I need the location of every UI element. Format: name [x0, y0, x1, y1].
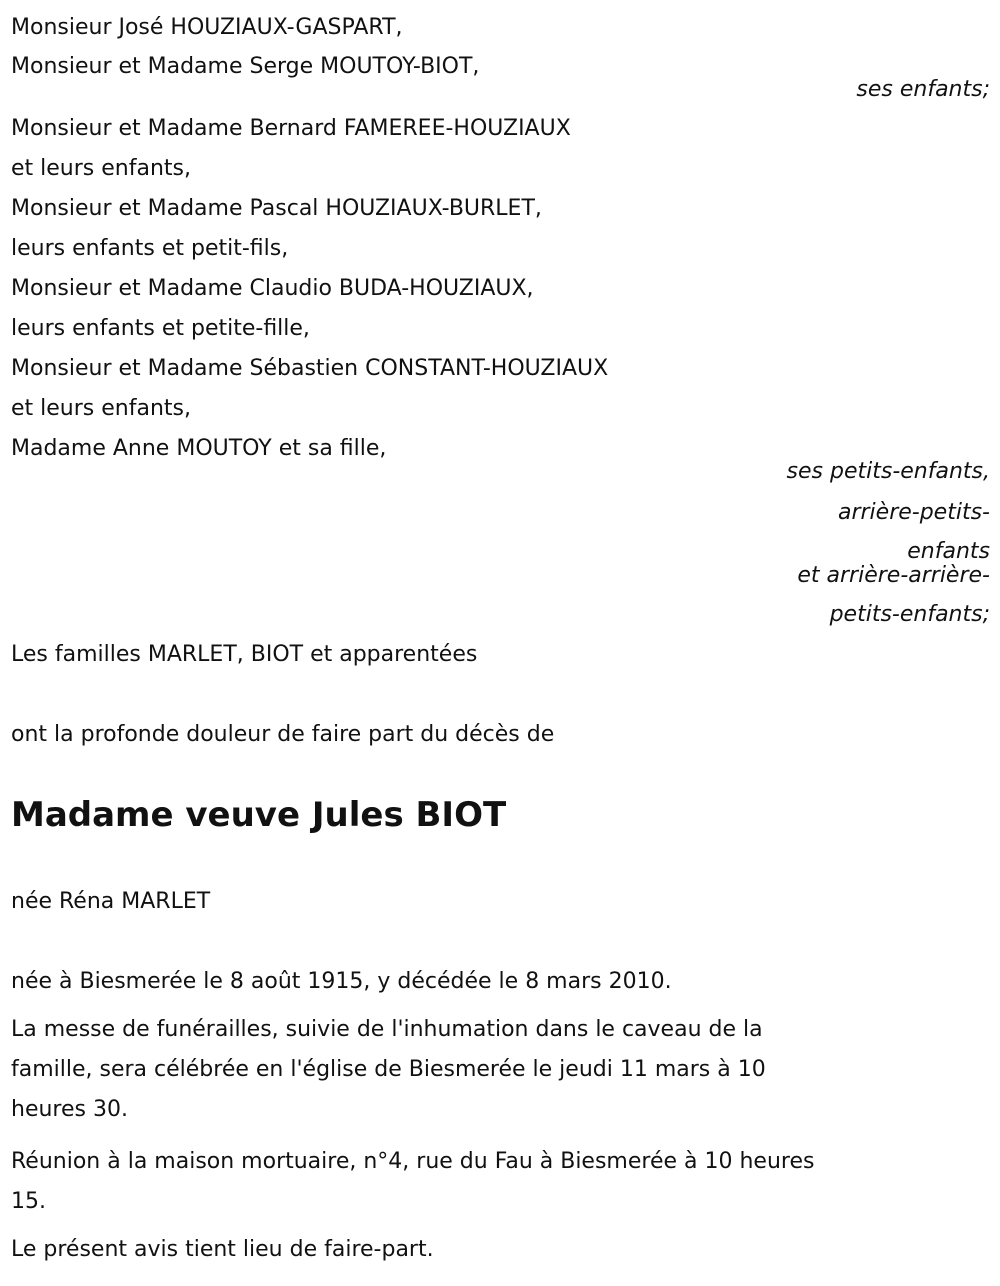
relation-label: ses enfants;: [856, 77, 990, 102]
deceased-name: Madame veuve Jules BIOT: [11, 795, 507, 835]
family-line: Madame Anne MOUTOY et sa fille,: [11, 436, 387, 461]
relation-label: ses petits-enfants,: [786, 459, 990, 484]
birth-death-line: née à Biesmerée le 8 août 1915, y décédée le 8 mars 2010.: [11, 969, 672, 994]
families-line: Les familles MARLET, BIOT et apparentées: [11, 642, 478, 667]
family-line: Monsieur et Madame Pascal HOUZIAUX-BURLET,: [11, 196, 542, 221]
maiden-name: née Réna MARLET: [11, 889, 211, 914]
family-line: Monsieur et Madame Sébastien CONSTANT-HOUZIAUX: [11, 356, 609, 381]
gathering-line: 15.: [11, 1189, 46, 1214]
family-line: et leurs enfants,: [11, 396, 191, 421]
funeral-line: heures 30.: [11, 1097, 128, 1122]
family-line: Monsieur et Madame Serge MOUTOY-BIOT,: [11, 54, 480, 79]
funeral-line: La messe de funérailles, suivie de l'inhumation dans le caveau de la: [11, 1017, 763, 1042]
family-line: leurs enfants et petite-fille,: [11, 316, 310, 341]
relation-label: et arrière-arrière-: [797, 563, 990, 588]
closing-line: Le présent avis tient lieu de faire-part.: [11, 1237, 434, 1262]
family-line: leurs enfants et petit-fils,: [11, 236, 289, 261]
family-line: Monsieur et Madame Bernard FAMEREE-HOUZIAUX: [11, 116, 571, 141]
announcement: ont la profonde douleur de faire part du décès de: [11, 722, 555, 747]
funeral-line: famille, sera célébrée en l'église de Biesmerée le jeudi 11 mars à 10: [11, 1057, 766, 1082]
family-line: et leurs enfants,: [11, 156, 191, 181]
relation-label: petits-enfants;: [829, 602, 990, 627]
relation-label: enfants: [907, 539, 990, 564]
family-line: Monsieur et Madame Claudio BUDA-HOUZIAUX,: [11, 276, 534, 301]
relation-label: arrière-petits-: [837, 500, 990, 525]
gathering-line: Réunion à la maison mortuaire, n°4, rue du Fau à Biesmerée à 10 heures: [11, 1149, 815, 1174]
family-line: Monsieur José HOUZIAUX-GASPART,: [11, 15, 403, 40]
